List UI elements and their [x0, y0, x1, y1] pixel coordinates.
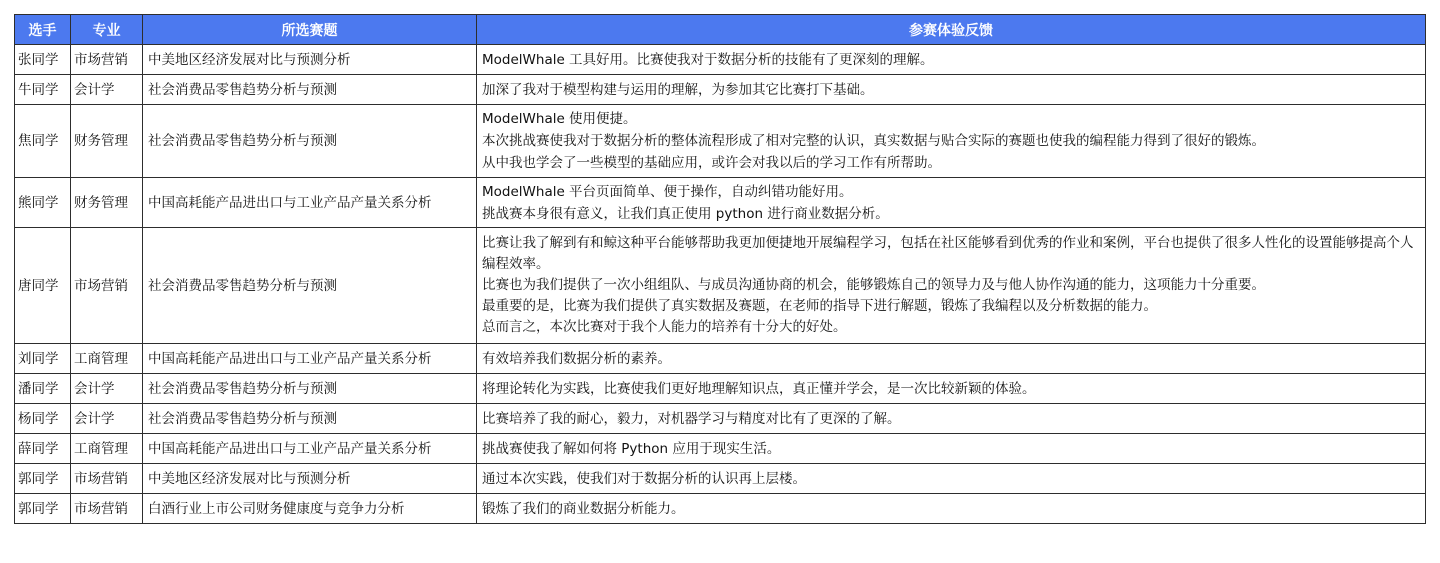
cell-major: 财务管理: [71, 105, 143, 178]
feedback-line: 通过本次实践，使我们对于数据分析的认识再上层楼。: [482, 470, 806, 487]
cell-feedback: [477, 434, 1426, 464]
header-feedback: 参赛体验反馈: [477, 15, 1426, 45]
cell-feedback: [477, 374, 1426, 404]
feedback-line: 总而言之，本次比赛对于我个人能力的培养有十分大的好处。: [482, 319, 847, 335]
cell-major: 市场营销: [71, 228, 143, 344]
cell-major: 会计学: [71, 374, 143, 404]
cell-name: 牛同学: [15, 75, 71, 105]
table-row: [15, 344, 1426, 374]
table-row: [15, 45, 1426, 75]
cell-feedback: [477, 464, 1426, 494]
cell-topic: 社会消费品零售趋势分析与预测: [143, 404, 477, 434]
cell-major: 会计学: [71, 404, 143, 434]
feedback-line: 有效培养我们数据分析的素养。: [482, 350, 671, 367]
cell-feedback: [477, 404, 1426, 434]
cell-name: 薛同学: [15, 434, 71, 464]
feedback-line: 加深了我对于模型构建与运用的理解，为参加其它比赛打下基础。: [482, 81, 874, 98]
cell-feedback: [477, 105, 1426, 178]
cell-name: 刘同学: [15, 344, 71, 374]
cell-name: 唐同学: [15, 228, 71, 344]
cell-topic: 中国高耗能产品进出口与工业产品产量关系分析: [143, 434, 477, 464]
cell-name: 郭同学: [15, 494, 71, 524]
table-row: [15, 178, 1426, 228]
feedback-line: ModelWhale 使用便捷。: [482, 111, 637, 127]
cell-topic: 白酒行业上市公司财务健康度与竞争力分析: [143, 494, 477, 524]
header-major: 专业: [71, 15, 143, 45]
table-row: [15, 374, 1426, 404]
cell-topic: 中国高耗能产品进出口与工业产品产量关系分析: [143, 344, 477, 374]
feedback-line: 锻炼了我们的商业数据分析能力。: [482, 500, 685, 517]
table-row: [15, 494, 1426, 524]
cell-major: 会计学: [71, 75, 143, 105]
table-body: [15, 45, 1426, 524]
header-row: [15, 15, 1426, 45]
header-name: 选手: [15, 15, 71, 45]
cell-major: 工商管理: [71, 344, 143, 374]
feedback-line: 挑战赛使我了解如何将 Python 应用于现实生活。: [482, 440, 781, 457]
cell-name: 张同学: [15, 45, 71, 75]
cell-topic: 中美地区经济发展对比与预测分析: [143, 464, 477, 494]
feedback-line: 比赛也为我们提供了一次小组组队、与成员沟通协商的机会，能够锻炼自己的领导力及与他人协作沟通的能力，这项能力十分重要。: [482, 277, 1265, 293]
cell-name: 杨同学: [15, 404, 71, 434]
table-row: [15, 434, 1426, 464]
cell-name: 焦同学: [15, 105, 71, 178]
cell-feedback: [477, 178, 1426, 228]
cell-topic: 社会消费品零售趋势分析与预测: [143, 105, 477, 178]
cell-feedback: [477, 344, 1426, 374]
cell-feedback: [477, 494, 1426, 524]
feedback-line: 挑战赛本身很有意义，让我们真正使用 python 进行商业数据分析。: [482, 205, 889, 222]
table-row: [15, 464, 1426, 494]
header-topic: 所选赛题: [143, 15, 477, 45]
feedback-line: 从中我也学会了一些模型的基础应用，或许会对我以后的学习工作有所帮助。: [482, 155, 941, 171]
cell-topic: 中美地区经济发展对比与预测分析: [143, 45, 477, 75]
cell-feedback: [477, 75, 1426, 105]
cell-topic: 中国高耗能产品进出口与工业产品产量关系分析: [143, 178, 477, 228]
table-row: [15, 404, 1426, 434]
table-row: [15, 228, 1426, 344]
table-row: [15, 105, 1426, 178]
cell-major: 财务管理: [71, 178, 143, 228]
feedback-line: ModelWhale 平台页面简单、便于操作，自动纠错功能好用。: [482, 183, 853, 200]
cell-topic: 社会消费品零售趋势分析与预测: [143, 75, 477, 105]
cell-major: 市场营销: [71, 464, 143, 494]
cell-major: 市场营销: [71, 494, 143, 524]
table-row: [15, 75, 1426, 105]
feedback-line: 本次挑战赛使我对于数据分析的整体流程形成了相对完整的认识，真实数据与贴合实际的赛题也使我的编程能力得到了很好的锻炼。: [482, 133, 1265, 149]
cell-feedback: [477, 228, 1426, 344]
cell-name: 潘同学: [15, 374, 71, 404]
feedback-line: 比赛让我了解到有和鲸这种平台能够帮助我更加便捷地开展编程学习，包括在社区能够看到优秀的作业和案例，平台也提供了很多人性化的设置能够提高个人编程效率。: [482, 235, 1414, 272]
cell-major: 工商管理: [71, 434, 143, 464]
feedback-line: ModelWhale 工具好用。比赛使我对于数据分析的技能有了更深刻的理解。: [482, 51, 934, 68]
cell-name: 郭同学: [15, 464, 71, 494]
feedback-line: 比赛培养了我的耐心，毅力，对机器学习与精度对比有了更深的了解。: [482, 410, 901, 427]
feedback-line: 将理论转化为实践，比赛使我们更好地理解知识点，真正懂并学会，是一次比较新颖的体验。: [482, 380, 1036, 397]
cell-feedback: [477, 45, 1426, 75]
feedback-table: [14, 14, 1426, 524]
cell-name: 熊同学: [15, 178, 71, 228]
feedback-line: 最重要的是，比赛为我们提供了真实数据及赛题，在老师的指导下进行解题，锻炼了我编程以及分析数据的能力。: [482, 298, 1157, 314]
cell-topic: 社会消费品零售趋势分析与预测: [143, 228, 477, 344]
cell-major: 市场营销: [71, 45, 143, 75]
cell-topic: 社会消费品零售趋势分析与预测: [143, 374, 477, 404]
